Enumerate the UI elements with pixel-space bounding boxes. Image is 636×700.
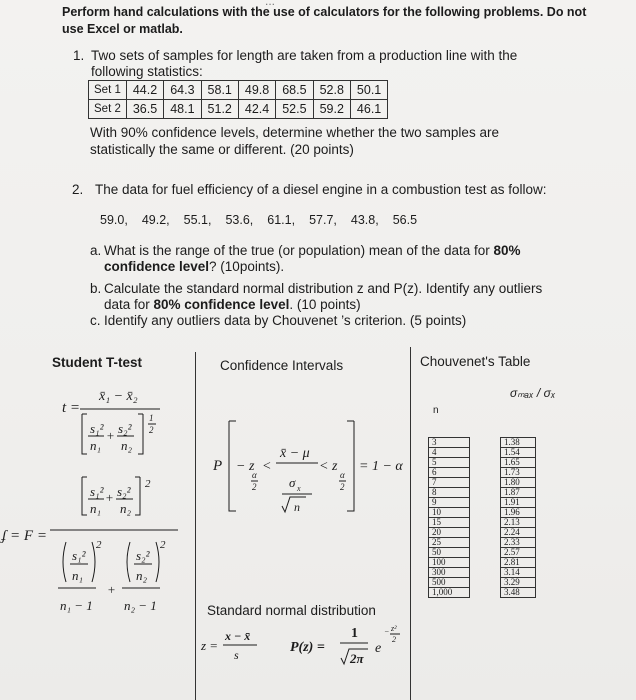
svg-text:s₂²: s₂² bbox=[136, 548, 150, 563]
svg-text:s₁²: s₁² bbox=[90, 484, 104, 499]
svg-text:n₁: n₁ bbox=[90, 438, 102, 453]
svg-text:n₂: n₂ bbox=[121, 438, 133, 453]
part-letter: a. bbox=[90, 243, 102, 258]
chauvenet-n-cell: 8 bbox=[429, 488, 470, 498]
svg-text:2: 2 bbox=[149, 425, 154, 435]
svg-text:e: e bbox=[375, 641, 382, 656]
standard-normal-title: Standard normal distribution bbox=[207, 603, 376, 618]
svg-text:s₁²: s₁² bbox=[90, 421, 104, 436]
svg-text:2: 2 bbox=[252, 482, 257, 492]
table-row bbox=[429, 438, 470, 448]
chauvenet-n-cell: 7 bbox=[429, 478, 470, 488]
chauvenet-ratio-column bbox=[500, 437, 536, 598]
table-cell: 51.2 bbox=[201, 100, 238, 119]
table-row bbox=[429, 478, 470, 488]
svg-text:= 1 − α: = 1 − α bbox=[359, 459, 403, 474]
problem-2-number: 2. bbox=[72, 182, 84, 197]
part-text-end: ? (10points). bbox=[209, 259, 285, 274]
problem-2-text: The data for fuel efficiency of a diesel engine in a combustion test as follow: bbox=[95, 182, 547, 197]
svg-text:s₂²: s₂² bbox=[117, 484, 131, 499]
svg-text:x̄ − μ: x̄ − μ bbox=[280, 446, 310, 461]
svg-text:2: 2 bbox=[160, 539, 166, 551]
table-cell: 48.1 bbox=[164, 100, 201, 119]
svg-text:n₁: n₁ bbox=[72, 568, 84, 583]
svg-text:2: 2 bbox=[96, 539, 102, 551]
row-label: Set 1 bbox=[89, 81, 127, 100]
chauvenet-ratio-cell: 2.24 bbox=[501, 528, 536, 538]
chauvenet-n-cell: 20 bbox=[429, 528, 470, 538]
svg-text:+: + bbox=[107, 582, 116, 597]
table-cell: 42.4 bbox=[238, 100, 275, 119]
chauvenet-n-cell: 6 bbox=[429, 468, 470, 478]
table-row bbox=[501, 438, 536, 448]
chauvenet-ratio-cell: 2.57 bbox=[501, 548, 536, 558]
chauvenet-ratio-label: σₘₐₓ / σₓ bbox=[510, 386, 556, 400]
part-text-end: . (10 points) bbox=[289, 297, 361, 312]
table-row bbox=[429, 488, 470, 498]
table-row bbox=[429, 558, 470, 568]
chauvenet-n-cell: 500 bbox=[429, 578, 470, 588]
table-row bbox=[501, 498, 536, 508]
chauvenet-n-cell: 4 bbox=[429, 448, 470, 458]
table-cell: 36.5 bbox=[126, 100, 163, 119]
table-cell: 49.8 bbox=[238, 81, 275, 100]
svg-text:<: < bbox=[262, 459, 272, 474]
fuel-value: 43.8, bbox=[350, 213, 379, 227]
part-text: Calculate the standard normal distribution z and P(z). Identify any outliers data for bbox=[104, 281, 543, 312]
svg-text:α: α bbox=[252, 470, 257, 480]
part-letter: b. bbox=[90, 281, 102, 296]
chauvenet-n-cell: 300 bbox=[429, 568, 470, 578]
problem-1-text: Two sets of samples for length are taken from a production line with the following statistics: bbox=[91, 48, 518, 79]
chauvenet-ratio-cell: 1.91 bbox=[501, 498, 536, 508]
instructions: Perform hand calculations with the use of calculators for the following problems. Do not use Excel or matlab. bbox=[62, 5, 587, 36]
svg-text:2: 2 bbox=[392, 635, 396, 644]
svg-text:1: 1 bbox=[351, 626, 358, 641]
problem-1-question: With 90% confidence levels, determine whether the two samples are statistically the same or different. (20 points) bbox=[90, 125, 499, 157]
svg-text:x: x bbox=[297, 484, 301, 493]
svg-text:− z: − z bbox=[236, 459, 255, 474]
svg-text:t =: t = bbox=[62, 400, 81, 416]
chauvenet-n-cell: 9 bbox=[429, 498, 470, 508]
chauvenet-n-cell: 3 bbox=[429, 438, 470, 448]
table-row bbox=[429, 508, 470, 518]
chauvenet-ratio-cell: 2.81 bbox=[501, 558, 536, 568]
chauvenet-n-label: n bbox=[433, 405, 439, 416]
chauvenet-n-cell: 5 bbox=[429, 458, 470, 468]
table-row bbox=[429, 528, 470, 538]
svg-text:n₁: n₁ bbox=[90, 501, 102, 516]
chauvenet-ratio-cell: 3.14 bbox=[501, 568, 536, 578]
table-row bbox=[501, 468, 536, 478]
svg-text:P(z) =: P(z) = bbox=[290, 640, 325, 655]
table-row bbox=[429, 568, 470, 578]
table-row bbox=[429, 448, 470, 458]
part-text: Identify any outliers data by Chouvenet ’s criterion. (5 points) bbox=[104, 313, 467, 328]
svg-text:< z: < z bbox=[319, 459, 338, 474]
table-row bbox=[501, 558, 536, 568]
svg-text:n₁ − 1: n₁ − 1 bbox=[60, 598, 93, 613]
table-row bbox=[501, 538, 536, 548]
chauvenet-title: Chouvenet's Table bbox=[420, 354, 531, 369]
table-row bbox=[429, 458, 470, 468]
table-cell: 64.3 bbox=[164, 81, 201, 100]
cropped-header: ... bbox=[265, 0, 276, 8]
svg-text:z²: z² bbox=[391, 624, 397, 633]
chauvenet-n-cell: 50 bbox=[429, 548, 470, 558]
chauvenet-ratio-cell: 1.96 bbox=[501, 508, 536, 518]
svg-text:s₁²: s₁² bbox=[72, 548, 86, 563]
svg-text:P: P bbox=[213, 458, 223, 474]
problem-1-number: 1. bbox=[73, 48, 85, 63]
degrees-of-freedom-formula bbox=[0, 477, 178, 613]
table-row bbox=[429, 548, 470, 558]
confidence-interval-formula bbox=[212, 421, 403, 514]
chauvenet-ratio-cell: 3.29 bbox=[501, 578, 536, 588]
fuel-value: 59.0, bbox=[100, 213, 128, 227]
svg-text:x − x̄: x − x̄ bbox=[225, 629, 251, 643]
table-cell: 58.1 bbox=[201, 81, 238, 100]
part-bold: 80% confidence level bbox=[104, 243, 521, 274]
table-row bbox=[501, 588, 536, 598]
chauvenet-ratio-cell: 1.38 bbox=[501, 438, 536, 448]
chauvenet-ratio-cell: 1.54 bbox=[501, 448, 536, 458]
chauvenet-ratio-cell: 1.80 bbox=[501, 478, 536, 488]
svg-text:α: α bbox=[340, 470, 345, 480]
t-test-formula bbox=[62, 389, 160, 454]
svg-text:2: 2 bbox=[340, 482, 345, 492]
part-letter: c. bbox=[90, 313, 101, 328]
table-cell: 52.5 bbox=[276, 100, 313, 119]
svg-text:z =: z = bbox=[201, 638, 219, 653]
fuel-value: 57.7, bbox=[309, 213, 337, 227]
svg-text:s₂²: s₂² bbox=[118, 421, 132, 436]
table-row bbox=[429, 518, 470, 528]
svg-text:2π: 2π bbox=[350, 651, 364, 666]
chauvenet-n-cell: 1,000 bbox=[429, 588, 470, 598]
student-t-title: Student T-test bbox=[52, 355, 142, 370]
standard-normal-formula bbox=[200, 624, 400, 666]
table-cell: 68.5 bbox=[276, 81, 313, 100]
svg-text:1: 1 bbox=[149, 413, 154, 423]
table-cell: 46.1 bbox=[350, 100, 387, 119]
fuel-value: 56.5 bbox=[392, 213, 418, 227]
table-row bbox=[429, 498, 470, 508]
chauvenet-ratio-cell: 3.48 bbox=[501, 588, 536, 598]
svg-text:−: − bbox=[384, 627, 390, 636]
part-text: What is the range of the true (or population) mean of the data for bbox=[104, 243, 494, 258]
fuel-value: 55.1, bbox=[183, 213, 212, 227]
svg-text:n₂ − 1: n₂ − 1 bbox=[124, 598, 157, 613]
table-row bbox=[501, 548, 536, 558]
chauvenet-ratio-cell: 2.13 bbox=[501, 518, 536, 528]
table-cell: 59.2 bbox=[313, 100, 350, 119]
svg-text:n₂: n₂ bbox=[120, 501, 132, 516]
svg-text:n₂: n₂ bbox=[136, 568, 148, 583]
row-label: Set 2 bbox=[89, 100, 127, 119]
table-row bbox=[501, 478, 536, 488]
fuel-value: 53.6, bbox=[225, 213, 254, 227]
chauvenet-n-cell: 15 bbox=[429, 518, 470, 528]
table-row bbox=[429, 538, 470, 548]
chauvenet-n-cell: 25 bbox=[429, 538, 470, 548]
chauvenet-n-cell: 100 bbox=[429, 558, 470, 568]
table-row bbox=[501, 508, 536, 518]
table-row bbox=[501, 578, 536, 588]
table-row bbox=[429, 468, 470, 478]
fuel-value: 49.2, bbox=[141, 213, 170, 227]
svg-text:s: s bbox=[234, 648, 239, 662]
table-row bbox=[429, 588, 470, 598]
table-row bbox=[501, 528, 536, 538]
fuel-value: 61.1, bbox=[267, 213, 296, 227]
table-row bbox=[501, 518, 536, 528]
chauvenet-ratio-cell: 1.87 bbox=[501, 488, 536, 498]
svg-text:ʄ = F =: ʄ = F = bbox=[2, 528, 47, 544]
chauvenet-ratio-cell: 1.65 bbox=[501, 458, 536, 468]
chauvenet-n-column bbox=[428, 437, 470, 598]
svg-text:+: + bbox=[105, 490, 114, 505]
table-row bbox=[501, 448, 536, 458]
svg-text:x̄₁ − x̄₂: x̄₁ − x̄₂ bbox=[99, 389, 138, 404]
table-row bbox=[501, 568, 536, 578]
svg-text:2: 2 bbox=[145, 478, 151, 490]
svg-text:+: + bbox=[106, 428, 115, 443]
table-row bbox=[429, 578, 470, 588]
table-cell: 52.8 bbox=[313, 81, 350, 100]
confidence-intervals-title: Confidence Intervals bbox=[220, 358, 344, 373]
table-row bbox=[501, 488, 536, 498]
svg-text:σ: σ bbox=[289, 475, 296, 490]
svg-text:n: n bbox=[294, 500, 300, 514]
chauvenet-n-cell: 10 bbox=[429, 508, 470, 518]
table-cell: 44.2 bbox=[126, 81, 163, 100]
part-bold: 80% confidence level bbox=[153, 297, 290, 312]
table-cell: 50.1 bbox=[350, 81, 387, 100]
chauvenet-ratio-cell: 1.73 bbox=[501, 468, 536, 478]
chauvenet-ratio-cell: 2.33 bbox=[501, 538, 536, 548]
table-row bbox=[501, 458, 536, 468]
